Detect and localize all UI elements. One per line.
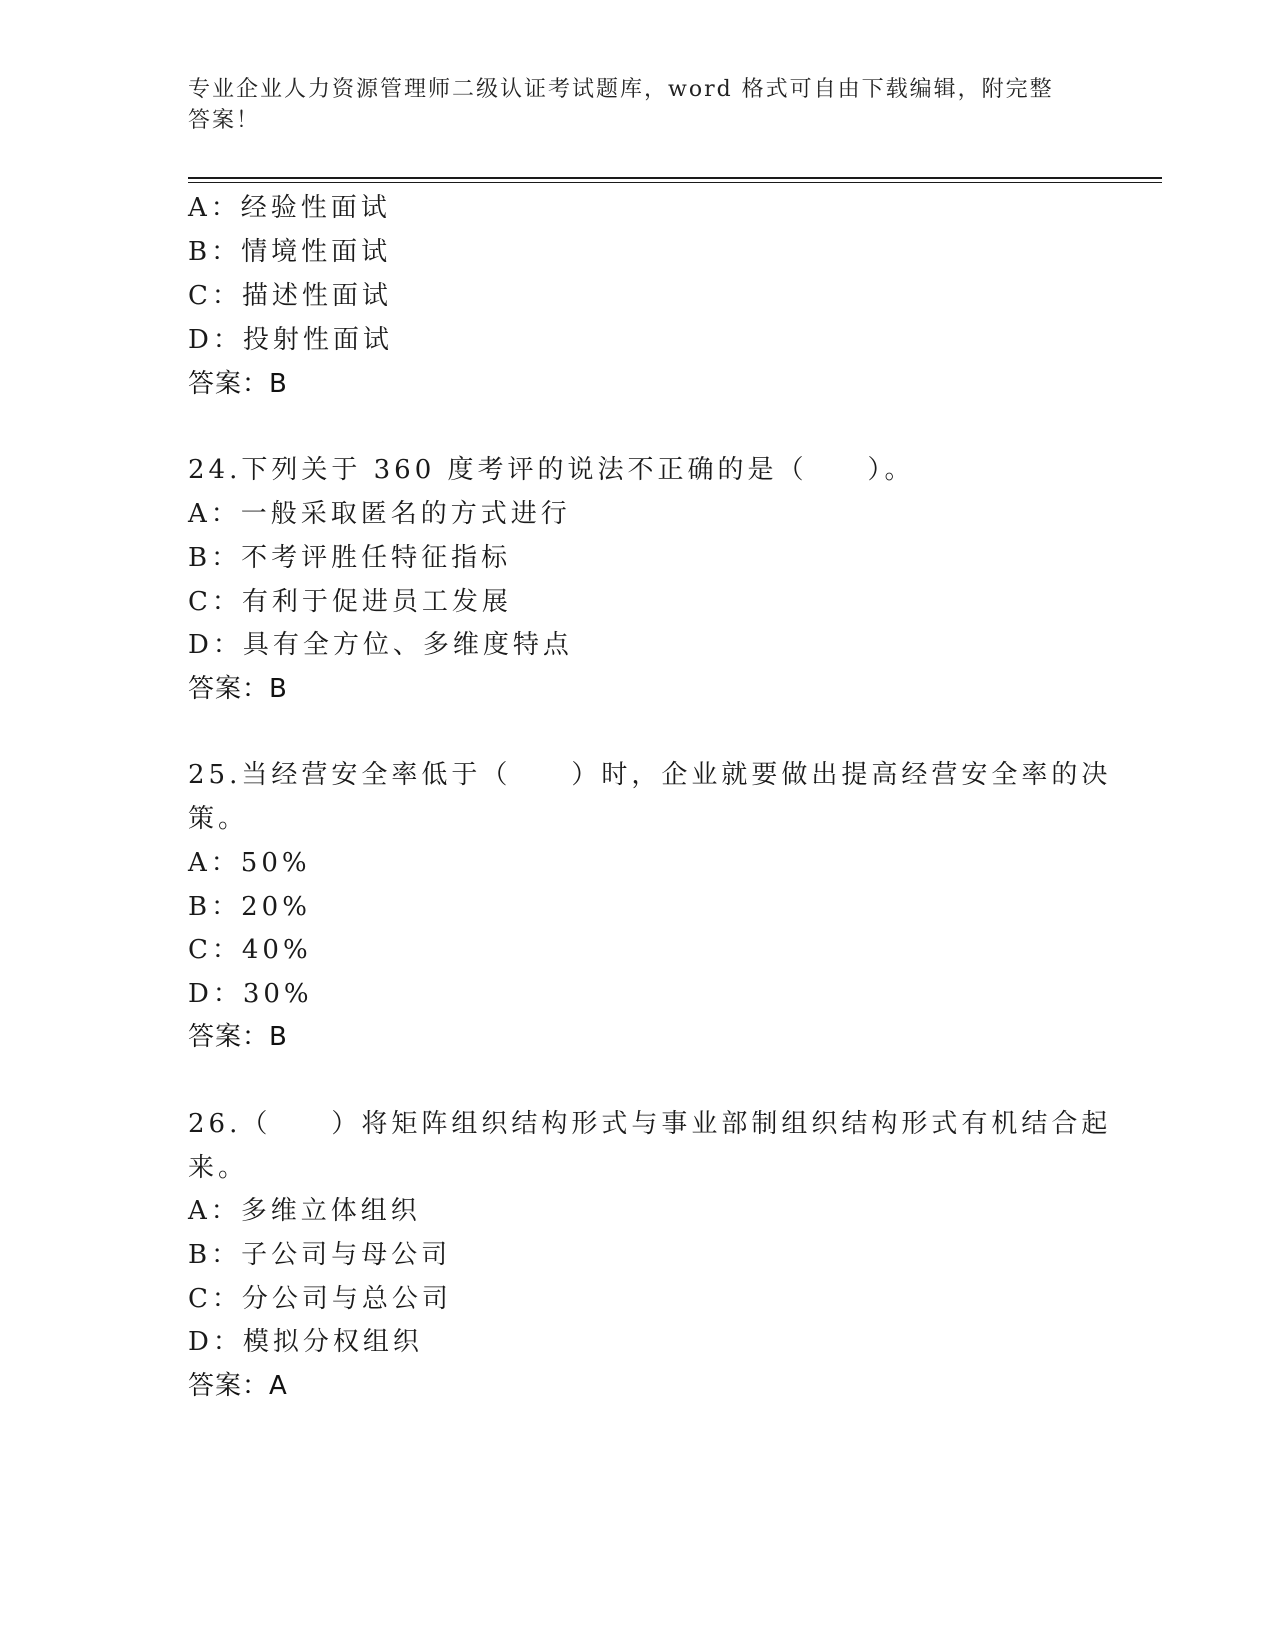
option-d: D：具有全方位、多维度特点 (188, 630, 573, 660)
option-d: D：30% (188, 979, 313, 1009)
header-rule-thin (188, 182, 1162, 183)
question-stem-line-1: 26.（ ）将矩阵组织结构形式与事业部制组织结构形式有机结合起 (188, 1109, 1112, 1139)
option-b: B：不考评胜任特征指标 (188, 543, 512, 573)
option-a: A：一般采取匿名的方式进行 (188, 499, 571, 529)
option-c: C：有利于促进员工发展 (188, 587, 512, 617)
option-a: A：50% (188, 848, 311, 878)
header-rule-thick (188, 177, 1162, 179)
answer: 答案：B (188, 674, 288, 704)
option-c: C：40% (188, 935, 312, 965)
question-stem: 24.下列关于 360 度考评的说法不正确的是（ ）。 (188, 455, 915, 485)
page-header (188, 74, 1088, 136)
option-c: C：分公司与总公司 (188, 1284, 452, 1314)
answer: 答案：B (188, 1022, 288, 1052)
question-stem-line-1: 25.当经营安全率低于（ ）时，企业就要做出提高经营安全率的决 (188, 760, 1112, 790)
option-a: A：经验性面试 (188, 193, 391, 223)
option-b: B：情境性面试 (188, 237, 392, 267)
option-d: D：模拟分权组织 (188, 1327, 423, 1357)
answer: 答案：A (188, 1371, 288, 1401)
option-b: B：子公司与母公司 (188, 1240, 452, 1270)
option-c: C：描述性面试 (188, 281, 392, 311)
option-b: B：20% (188, 892, 311, 922)
header-line-1: 专业企业人力资源管理师二级认证考试题库，word 格式可自由下载编辑，附完整 (188, 77, 1054, 102)
option-d: D：投射性面试 (188, 325, 393, 355)
header-line-2: 答案！ (188, 108, 261, 133)
question-stem-line-2: 策。 (188, 804, 249, 834)
answer: 答案：B (188, 369, 288, 399)
question-stem-line-2: 来。 (188, 1153, 249, 1183)
option-a: A：多维立体组织 (188, 1196, 421, 1226)
